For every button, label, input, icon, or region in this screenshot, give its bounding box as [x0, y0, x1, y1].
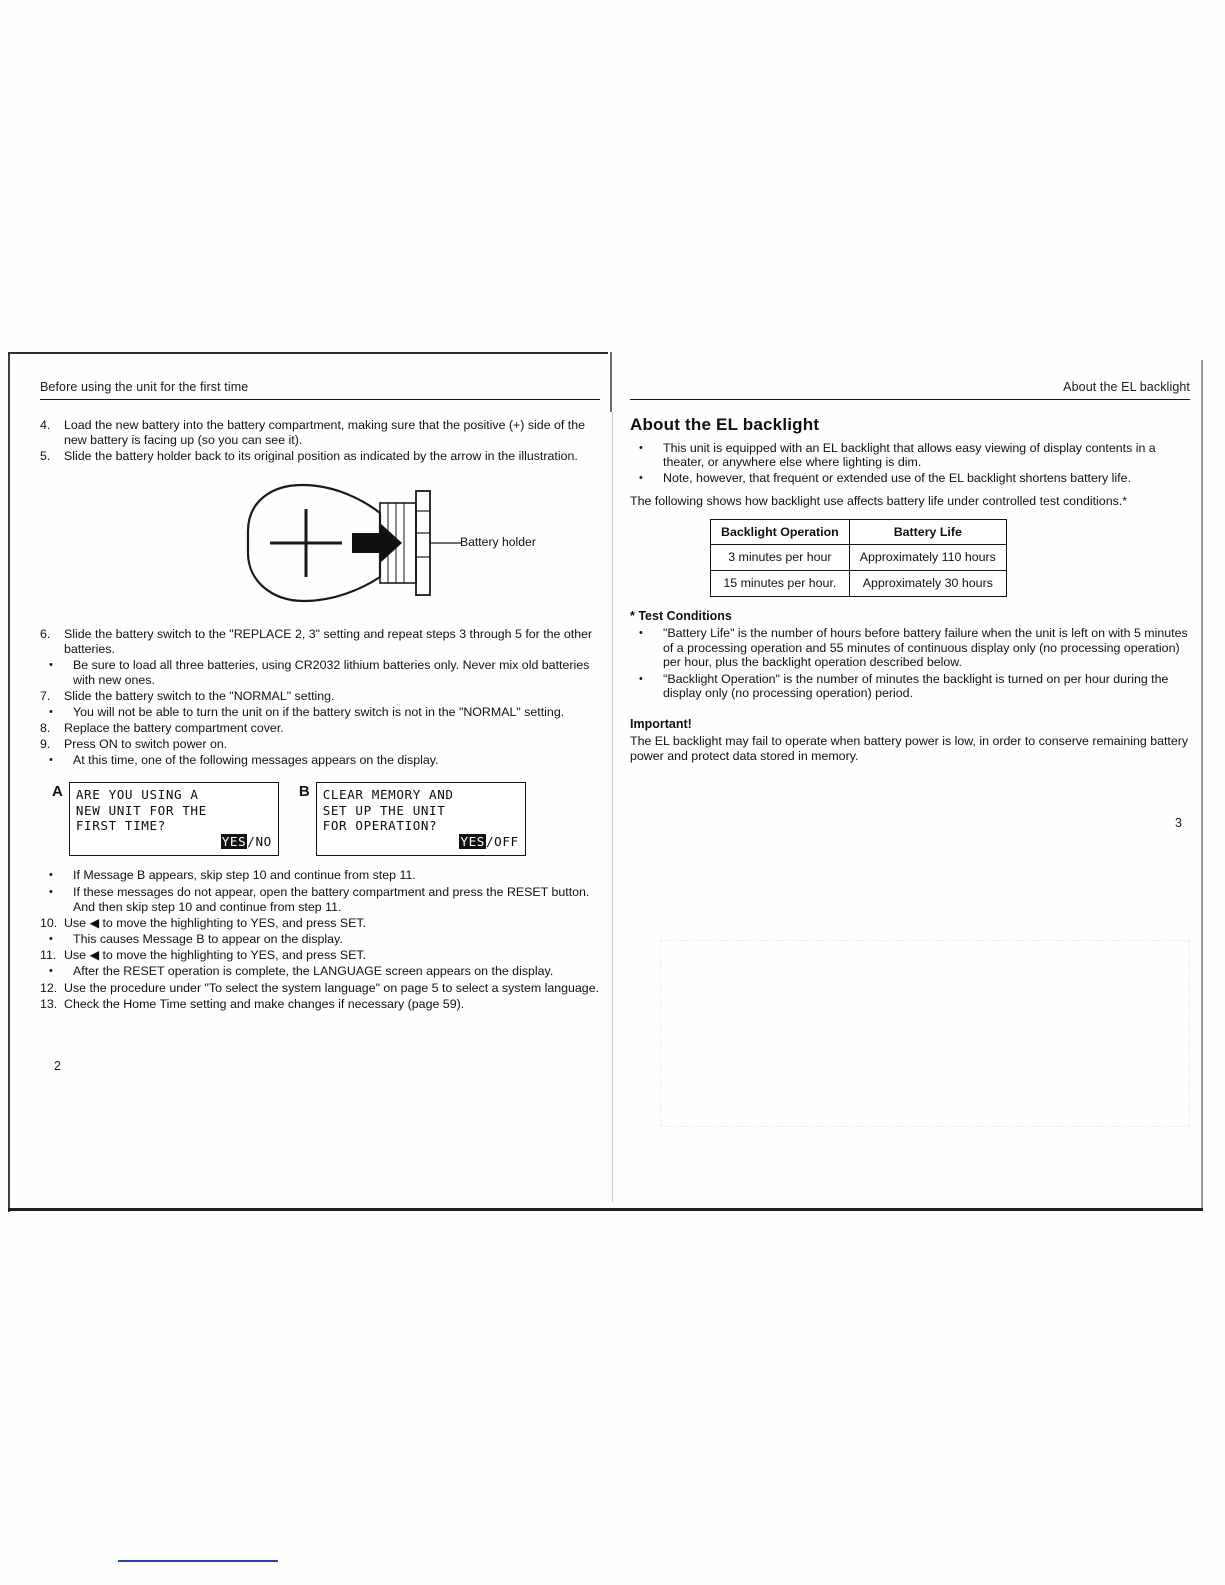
list-item [40, 689, 600, 704]
lead-in-paragraph: The following shows how backlight use affects battery life under controlled test conditions.* [630, 494, 1128, 509]
step-marker: • [49, 965, 53, 978]
right-page-body [630, 415, 1190, 764]
step-marker: • [49, 754, 53, 767]
left-page-body [40, 418, 600, 1012]
lcd-label-b: B [298, 783, 310, 801]
list-item [40, 658, 600, 687]
step-text: This causes Message B to appear on the display. [73, 931, 343, 946]
lcd-message-a [52, 782, 279, 856]
step-marker: • [49, 658, 53, 671]
list-item [40, 418, 600, 447]
step-text: After the RESET operation is complete, the LANGUAGE screen appears on the display. [73, 964, 554, 979]
bullet-text: This unit is equipped with an EL backlight that allows easy viewing of display contents in a theater, or anywhere else where lighting is dim. [663, 440, 1156, 470]
header-rule-left [40, 399, 600, 400]
list-item [40, 868, 600, 883]
step-text: Slide the battery holder back to its original position as indicated by the arrow in the illustration. [64, 448, 578, 463]
important-paragraph: The EL backlight may fail to operate when battery power is low, in order to conserve remaining battery power and protect data stored in memory. [630, 734, 1189, 763]
list-item [40, 916, 600, 931]
step-marker: • [49, 885, 53, 898]
lcd-line: NEW UNIT FOR THE [75, 802, 207, 818]
battery-holder-illustration [40, 473, 600, 623]
list-item [630, 626, 1190, 670]
battery-life-table [710, 519, 1007, 597]
step-text: Check the Home Time setting and make changes if necessary (page 59). [64, 996, 465, 1011]
list-item [40, 627, 600, 656]
step-text: Slide the battery switch to the "REPLACE 2, 3" setting and repeat steps 3 through 5 for the other batteries. [64, 627, 593, 656]
step-text: If Message B appears, skip step 10 and continue from step 11. [73, 868, 416, 883]
step-text: Use ◀ to move the highlighting to YES, and press SET. [64, 948, 367, 963]
step-marker: 4. [40, 418, 51, 432]
running-head-right: About the EL backlight [1063, 380, 1190, 394]
lcd-footer-line [76, 834, 272, 850]
table-header-row [711, 519, 1007, 545]
step-marker: 6. [40, 627, 51, 642]
lcd-line: FIRST TIME? [75, 818, 166, 834]
page-title: About the EL backlight [630, 415, 820, 434]
manual-page-left [40, 380, 600, 1073]
step-text: Press ON to switch power on. [64, 737, 228, 752]
table-row [711, 571, 1007, 597]
step-text: At this time, one of the following messages appears on the display. [73, 753, 439, 768]
list-item [40, 705, 600, 720]
list-item [40, 753, 600, 768]
scan-edge-top [8, 352, 608, 354]
bullet-marker: • [639, 472, 643, 485]
lcd-footer-line [323, 834, 519, 850]
cell-battery-life: Approximately 30 hours [849, 571, 1006, 597]
step-text: Slide the battery switch to the "NORMAL" setting. [64, 688, 335, 703]
lcd-highlight-yes: YES [221, 833, 247, 849]
step-marker: 11. [40, 948, 57, 963]
step-marker: • [49, 869, 53, 882]
lcd-screen-b [316, 782, 526, 856]
step-marker: 8. [40, 721, 51, 736]
lcd-label-a: A [52, 783, 63, 801]
step-text: Use ◀ to move the highlighting to YES, and press SET. [64, 915, 367, 930]
lcd-line: FOR OPERATION? [322, 818, 438, 834]
step-text: Be sure to load all three batteries, using CR2032 lithium batteries only. Never mix old batteries with new ones. [73, 657, 590, 687]
test-conditions-heading: * Test Conditions [630, 608, 732, 623]
step-marker: 10. [40, 915, 58, 930]
list-item [40, 981, 600, 996]
lcd-line: CLEAR MEMORY AND [322, 787, 454, 803]
step-marker: 9. [40, 737, 51, 752]
lcd-message-row [52, 782, 600, 856]
page-number-right: 3 [1175, 815, 1182, 830]
battery-holder-icon [230, 473, 480, 613]
cell-backlight-operation: 3 minutes per hour [711, 545, 850, 571]
scan-artifact-underline [118, 1560, 278, 1562]
list-item [630, 471, 1190, 486]
step-marker: • [49, 932, 53, 945]
lcd-highlight-yes: YES [460, 833, 485, 849]
step-text: If these messages do not appear, open the battery compartment and press the RESET button. And then skip step 10 and continue from step 11. [73, 884, 590, 914]
list-item [40, 737, 600, 752]
bullet-text: "Battery Life" is the number of hours before battery failure when the unit is left on with 5 minutes of a processing operation and 55 minutes of continuous display only (no processing operation) per hour, plus the backlight operation described below. [663, 626, 1188, 670]
scan-edge-right [1201, 360, 1203, 1210]
step-marker: • [49, 705, 53, 718]
step-marker: 12. [40, 980, 58, 995]
list-item [40, 885, 600, 914]
manual-page-right [630, 380, 1190, 830]
cell-battery-life: Approximately 110 hours [849, 545, 1006, 571]
bullet-marker: • [639, 672, 643, 685]
scan-gutter-line [612, 412, 613, 1202]
list-item [40, 964, 600, 979]
page-number-left: 2 [54, 1059, 61, 1073]
header-rule-right [630, 399, 1190, 400]
list-item [40, 721, 600, 736]
step-marker: 13. [40, 996, 58, 1011]
lcd-line: ARE YOU USING A [75, 787, 199, 803]
list-item [630, 441, 1190, 470]
step-text: Load the new battery into the battery compartment, making sure that the positive (+) side of the new battery is facing up (so you can see it). [64, 418, 586, 447]
scan-edge-bottom [8, 1208, 1203, 1211]
lcd-footer-rest: /OFF [485, 833, 519, 849]
step-text: You will not be able to turn the unit on if the battery switch is not in the "NORMAL" setting. [73, 704, 565, 719]
list-item [40, 449, 600, 464]
step-marker: 7. [40, 688, 51, 703]
column-header-battery-life: Battery Life [849, 519, 1006, 545]
lcd-message-b [299, 782, 526, 856]
list-item [40, 932, 600, 947]
scan-edge-left [8, 352, 10, 1212]
scan-gutter-mark [610, 352, 612, 412]
list-item [40, 948, 600, 963]
bullet-marker: • [639, 441, 643, 454]
illustration-label: Battery holder [460, 535, 536, 550]
bullet-text: "Backlight Operation" is the number of minutes the backlight is turned on per hour during the display only (no processing operation) period. [663, 671, 1169, 701]
lcd-line: SET UP THE UNIT [322, 802, 446, 818]
step-text: Use the procedure under "To select the system language" on page 5 to select a system language. [64, 980, 600, 995]
column-header-backlight-operation: Backlight Operation [711, 519, 850, 545]
running-head-left: Before using the unit for the first time [40, 380, 249, 394]
table-row [711, 545, 1007, 571]
lcd-screen-a [69, 782, 279, 856]
important-heading: Important! [630, 716, 692, 731]
scan-bleed-through-block [660, 940, 1190, 1127]
step-text: Replace the battery compartment cover. [64, 721, 284, 736]
cell-backlight-operation: 15 minutes per hour. [711, 571, 850, 597]
step-marker: 5. [40, 448, 51, 463]
list-item [40, 997, 600, 1012]
list-item [630, 672, 1190, 701]
bullet-marker: • [639, 627, 643, 640]
bullet-text: Note, however, that frequent or extended use of the EL backlight shortens battery life. [663, 471, 1131, 486]
lcd-footer-rest: /NO [247, 833, 272, 849]
